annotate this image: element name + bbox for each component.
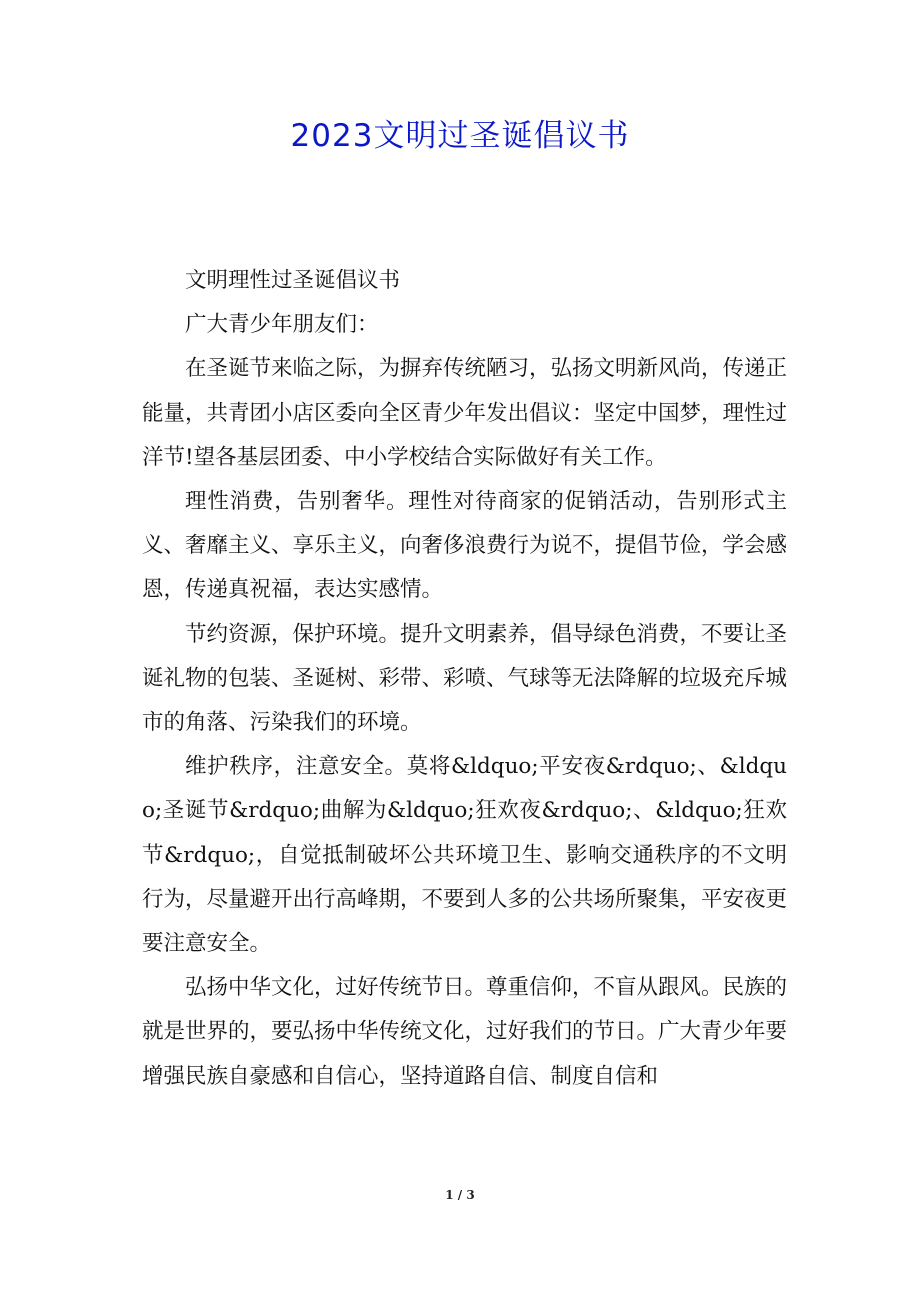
paragraph-safety: 维护秩序，注意安全。莫将&ldquo;平安夜&rdquo;、&ldquo;圣诞节&rdquo;曲解为&ldquo;狂欢夜&rdquo;、&ldquo;狂欢节&rdquo;，自觉抵制破坏公共环境卫生、影响交通秩序的不文明行为，尽量避开出行高峰期，不要到人多的公共场所聚集，平安夜更要注意安全。 bbox=[142, 754, 788, 957]
paragraph-consumption: 理性消费，告别奢华。理性对待商家的促销活动，告别形式主义、奢靡主义、享乐主义，向奢侈浪费行为说不，提倡节俭，学会感恩，传递真祝福，表达实感情。 bbox=[142, 489, 788, 603]
paragraph-environment: 节约资源，保护环境。提升文明素养，倡导绿色消费，不要让圣诞礼物的包装、圣诞树、彩带、彩喷、气球等无法降解的垃圾充斥城市的角落、污染我们的环境。 bbox=[142, 621, 788, 736]
document-title: 2023文明过圣诞倡议书 bbox=[290, 118, 630, 154]
paragraph-subtitle: 文明理性过圣诞倡议书 bbox=[185, 268, 401, 293]
document-body bbox=[142, 259, 787, 1099]
page-number: 1 / 3 bbox=[445, 1188, 475, 1202]
paragraph-salutation: 广大青少年朋友们： bbox=[185, 312, 379, 338]
paragraph-culture: 弘扬中华文化，过好传统节日。尊重信仰，不盲从跟风。民族的就是世界的，要弘扬中华传统文化，过好我们的节日。广大青少年要增强民族自豪感和自信心，坚持道路自信、制度自信和 bbox=[142, 975, 788, 1089]
paragraph-intro: 在圣诞节来临之际，为摒弃传统陋习，弘扬文明新风尚，传递正能量，共青团小店区委向全区青少年发出倡议：坚定中国梦，理性过洋节!望各基层团委、中小学校结合实际做好有关工作。 bbox=[142, 356, 788, 470]
